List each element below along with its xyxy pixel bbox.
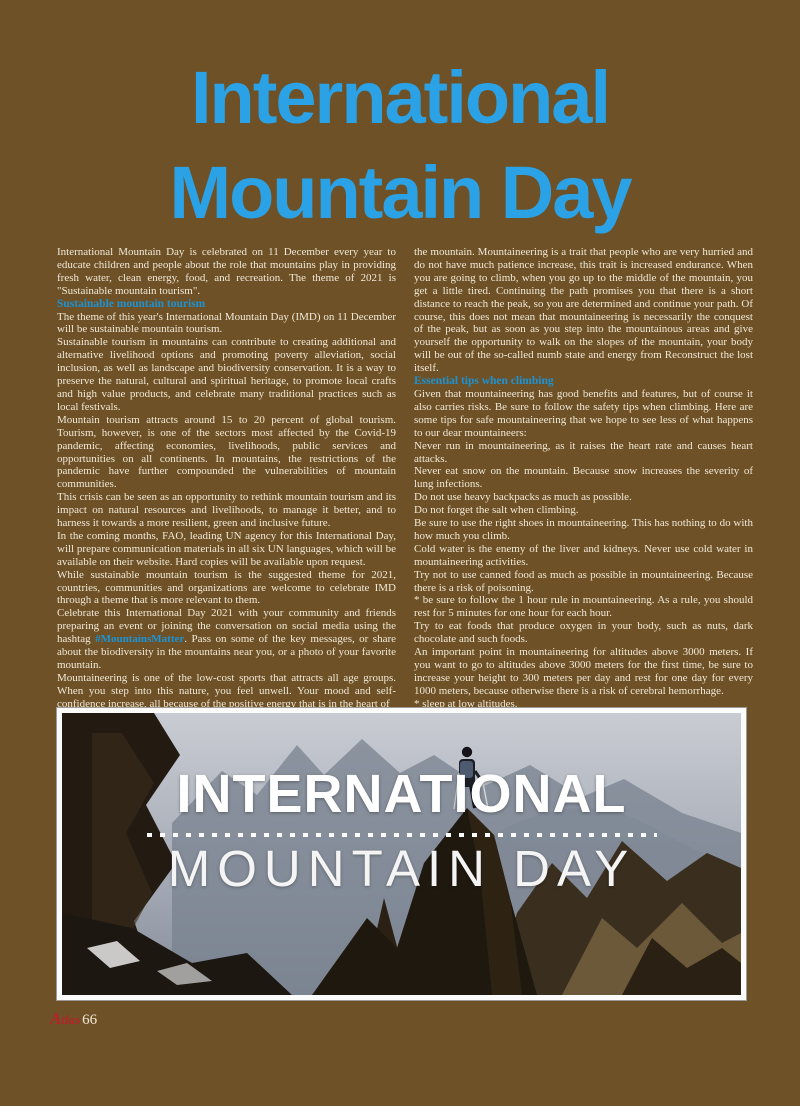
hiker-head [462, 747, 472, 757]
paragraph: This crisis can be seen as an opportunity to rethink mountain tourism and its impact on natural resources and livelihoods, to manage it better, and to harness it towards a more resilient, green and inclusive future. [57, 491, 396, 530]
paragraph: In the coming months, FAO, leading UN agency for this International Day, will prepare communication materials in all six UN languages, which will be available on their website. Hard copies will be available upon request. [57, 529, 396, 568]
page-number: 66 [82, 1012, 98, 1028]
paragraph: Try not to use canned food as much as possible in mountaineering. Because there is a risk of poisoning. [414, 568, 753, 594]
poster-title-line2: MOUNTAIN DAY [167, 840, 636, 897]
paragraph: Never eat snow on the mountain. Because snow increases the severity of lung infections. [414, 465, 753, 491]
paragraph: the mountain. Mountaineering is a trait that people who are very hurried and do not have much patience increase, this trait is increased endurance. When you are going to climb, when you go up to the middle of the mountain, you get a little tired. Continuing the path promises you that there is a short distance to reach the peak, so you are determined and continue your path. Of course, this does not mean that mountaineering is necessarily the conquest of the peak, but as soon as you step into the mountainous areas and give yourself the opportunity to walk on the slopes of the mountain, your body will be out of the so-called numb state and energy from Reconstruct the lost itself. [414, 246, 753, 375]
paragraph: An important point in mountaineering for altitudes above 3000 meters. If you want to go to altitudes above 3000 meters for the first time, be sure to increase your height to 300 meters per day and rest for one day for every 1000 meters, because otherwise there is a risk of cerebral hemorrhage. [414, 646, 753, 697]
mountain-photo-illustration [62, 713, 741, 995]
article-column-right [414, 246, 753, 708]
paragraph: Given that mountaineering has good benefits and features, but of course it also carries risks. Be sure to follow the safety tips when climbing. Here are some tips for safe mountaineering that we hope to see less of what happens to our dear mountaineers: [414, 387, 753, 439]
paragraph: Never run in mountaineering, as it raises the heart rate and causes heart attacks. [414, 439, 753, 465]
page-title-line2: Mountain Day [169, 151, 631, 234]
paragraph: Try to eat foods that produce oxygen in your body, such as nuts, dark chocolate and such foods. [414, 620, 753, 646]
paragraph [57, 607, 396, 672]
paragraph: Do not forget the salt when climbing. [414, 504, 579, 517]
page-title-line1: International [190, 56, 610, 139]
paragraph: Mountaineering is one of the low-cost sports that attracts all age groups. When you step into this nature, you feel unwell. Your mood and self-confidence increase, all because of the positive energy that is in the heart of [57, 671, 396, 708]
paragraph: Mountain tourism attracts around 15 to 20 percent of global tourism. Tourism, however, is one of the sectors most affected by the Covid-19 pandemic, affecting economies, livelihoods, public services and opportunities on all continents. In mountains, the restrictions of the pandemic have further compounded the vulnerabilities of mountain communities. [57, 413, 396, 491]
article-column-left [57, 246, 396, 708]
paragraph: Be sure to use the right shoes in mountaineering. This has nothing to do with how much you climb. [414, 517, 753, 542]
poster-title-line1: INTERNATIONAL [176, 764, 627, 824]
paragraph-text: Celebrate this International Day 2021 with your community and friends preparing an event or joining the conversation on social media using the hashtag [57, 607, 396, 646]
page-title [0, 50, 800, 240]
hashtag-text: #MountainsMatter [95, 633, 185, 646]
paragraph: * be sure to follow the 1 hour rule in mountaineering. As a rule, you should rest for 5 minutes for one hour for each hour. [414, 594, 753, 620]
magazine-logo: Atlas [50, 1009, 81, 1028]
paragraph: Cold water is the enemy of the liver and kidneys. Never use cold water in mountaineering activities. [414, 542, 753, 568]
section-heading: Essential tips when climbing [414, 375, 554, 388]
paragraph: Sustainable tourism in mountains can contribute to creating additional and alternative livelihood options and promoting poverty alleviation, social inclusion, as well as landscape and biodiversity conservation. It is a way to preserve the natural, cultural and spiritual heritage, to promote local crafts and high value products, and celebrate many traditional practices such as local festivals. [57, 336, 396, 413]
page-footer [50, 1009, 800, 1029]
backpack [460, 761, 473, 778]
paragraph: International Mountain Day is celebrated on 11 December every year to educate children and people about the role that mountains play in providing fresh water, clean energy, food, and recreation. The theme of 2021 is "Sustainable mountain tourism". [57, 246, 396, 297]
mountain-photo [57, 708, 746, 1000]
paragraph: While sustainable mountain tourism is the suggested theme for 2021, countries, communities and organizations are welcome to celebrate IMD through a theme that is more relevant to them. [57, 568, 396, 607]
section-heading: Sustainable mountain tourism [57, 297, 206, 310]
paragraph: * sleep at low altitudes. [414, 697, 518, 708]
paragraph: Do not use heavy backpacks as much as possible. [414, 491, 632, 504]
paragraph: The theme of this year's International Mountain Day (IMD) on 11 December will be sustainable mountain tourism. [57, 310, 396, 336]
article-body [57, 246, 753, 708]
magazine-page [0, 50, 800, 1106]
paragraph-text: . Pass on some of the key messages, or share about the biodiversity in the mountains near you, or a photo of your favorite mountain. [57, 633, 396, 671]
